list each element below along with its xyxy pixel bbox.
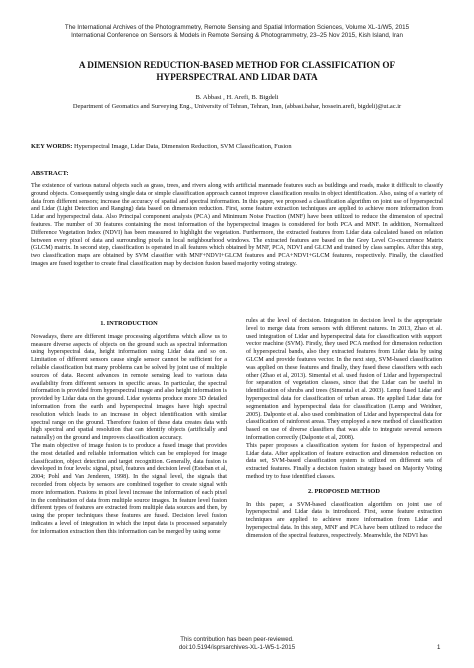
abstract-text: The existence of various natural objects such as grass, trees, and rivers along with artificial manmade features such as buildings and roads, make it difficult to classify ground objects. Consequently using single data or simple classification approach cannot improve classification results in object identification. Also, using of a variety of data from different sensors; increase the accuracy of spatial and spectral information. In this paper, we proposed a classification algorithm on joint use of hyperspectral and Lidar (Light Detection and Ranging) data based on dimension reduction. First, some feature extraction techniques are applied to achieve more information from Lidar and hyperspectral data. Also Principal component analysis (PCA) and Minimum Noise Fraction (MNF) have been utilized to reduce the dimension of spectral features. The number of 30 features containing the most information of the hyperspectral images is considered for both PCA and MNF. In addition, Normalized Difference Vegetation Index (NDVI) has been measured to highlight the vegetation. Furthermore, the extracted features from Lidar data calculated based on relation between every pixel of data and surrounding pixels in local neighbourhood windows. The extracted features are based on the Grey Level Co-occurrence Matrix (GLCM) matrix. In second step, classification is operated in all features which obtained by MNF, PCA, NDVI and GLCM and trained by class samples. After this step, two classification maps are obtained by SVM classifier with MNF+NDVI+GLCM features and PCA+NDVI+GLCM features, respectively. Finally, the classified images are fused together to create final classification map by decision fusion based majority voting strategy. bbox=[31, 183, 443, 267]
affiliation: Department of Geomatics and Surveying Eng., University of Tehran, Tehran, Iran, (abbasi.bahar, hossein.arefi, bigdeli)@ut.ac.ir bbox=[72, 103, 402, 110]
header-line-1: The International Archives of the Photogrammetry, Remote Sensing and Spatial Information Sciences, Volume XL-1/W5, 2015 bbox=[64, 24, 410, 31]
intro-paragraph-3: rules at the level of decision. Integration in decision level is the appropriate level to merge data from sensors with different natures. In 2013, Zhao et al. used integration of Lidar and hyperspectral data for classification with support vector machine (SVM). Firstly, they used PCA method for dimension reduction of hyperspectral bands, also they extracted features from Lidar data by using GLCM and provide features vector. In the next step, SVM-based classification was applied on these features and finally, they fused these classifiers with each other (Zhao et al, 2013). Simental et al. used fusion of Lidar and hyperspectral for separation of vegetation classes, since that the Lidar can be useful in identification of shrubs and trees (Simental et al. 2003). Lemp fused Lidar and hyperspectral data for classification of urban areas. He applied Lidar data for segmentation and hyperspectral data for classification (Lemp and Weidner, 2005). Dalponte et al. also used combination of Lidar and hyperspectral data for classification of rainforest areas. They employed a new method of classification based on use of diverse classifiers that was able to integrate several sensors information correctly (Dalponte et al, 2008). bbox=[246, 318, 442, 441]
intro-paragraph-4: This paper proposes a classification system for fusion of hyperspectral and Lidar data. After application of feature extraction and dimension reduction on data set, SVM-based classification system is utilized on different sets of extracted features. Finally a decision fusion strategy based on Majority Voting method try to fuse identified classes. bbox=[246, 442, 442, 480]
page-footer bbox=[100, 636, 374, 652]
header-line-2: International Conference on Sensors & Models in Remote Sensing & Photogrammetry, 23–25 Nov 2015, Kish Island, Iran bbox=[71, 32, 403, 40]
doi-text: doi:10.5194/isprsarchives-XL-1-W5-1-2015 bbox=[178, 644, 296, 651]
left-column bbox=[31, 318, 227, 537]
intro-paragraph-2: The main objective of image fusion is to produce a fused image that provides the most detailed and reliable information which can be employed for image classification, object detection and target recognition. Generally, data fusion is developed in four levels: signal, pixel, features and decision level (Esteban et al, 2004; Pohl and Van Jenderen, 1998). In the signal level, the signals that recorded from objects by sensors are combined together to create signal with more information. Fusions in pixel level increase the information of each pixel in the combination of data from multiple source images. In feature level fusion different types of features are extracted from multiple data sources and then, by using the proper techniques these features are fused. Decision level fusion indicates a level of integration in which the input data is processed separately for information extraction then this information can be merged by using some bbox=[31, 442, 227, 535]
introduction-heading: 1. INTRODUCTION bbox=[100, 320, 158, 327]
keywords bbox=[31, 143, 443, 151]
peer-review-note: This contribution has been peer-reviewed. bbox=[180, 636, 294, 643]
right-column bbox=[246, 318, 442, 541]
abstract-heading: ABSTRACT: bbox=[31, 170, 69, 177]
method-paragraph-1: In this paper, a SVM-based classification algorithm on joint use of hyperspectral and Lidar data is introduced. First, some feature extraction techniques are applied to achieve more information from Lidar and hyperspectral data. In this step, MNF and PCA have been utilized to reduce the dimension of the spectral features, respectively. Meanwhile, the NDVI has bbox=[246, 501, 442, 539]
keywords-label: KEY WORDS: bbox=[31, 143, 73, 150]
running-header bbox=[30, 24, 444, 40]
author-list: B. Abbasi , H. Arefi, B. Bigdeli bbox=[195, 94, 279, 101]
title-line-1: A DIMENSION REDUCTION-BASED METHOD FOR CLASSIFICATION OF bbox=[78, 60, 396, 70]
intro-paragraph-1: Nowadays, there are different image processing algorithms which allow us to measure diverse aspects of objects on the ground such as spectral information using hyperspectral data, height information using Lidar data and so on. Limitation of different sensors cause single sensor cannot be sufficient for a reliable classification but many problems can be solved by joint use of multiple sources of data. Recent advances in remote sensing lead to various data availability from different sensors in specific areas. In particular, the spectral information is provided from hyperspectral image and also height information is provided by Lidar data on the ground. Lidar systems produce more 3D detailed information from the earth and hyperspectral images have high spectral resolution which leads to an increase in object identification with similar spectral range on the ground. Therefore fusion of these data creates data with high spectral and spatial resolution that can identify objects (artificially and naturally) on the ground and improves classification accuracy. bbox=[31, 333, 227, 442]
paper-title bbox=[40, 60, 434, 83]
title-line-2: HYPERSPECTRAL AND LIDAR DATA bbox=[156, 71, 318, 82]
page-number: 1 bbox=[437, 644, 441, 651]
proposed-method-heading: 2. PROPOSED METHOD bbox=[308, 487, 380, 495]
keywords-text: Hyperspectral Image, Lidar Data, Dimension Reduction, SVM Classification, Fusion bbox=[72, 143, 292, 150]
